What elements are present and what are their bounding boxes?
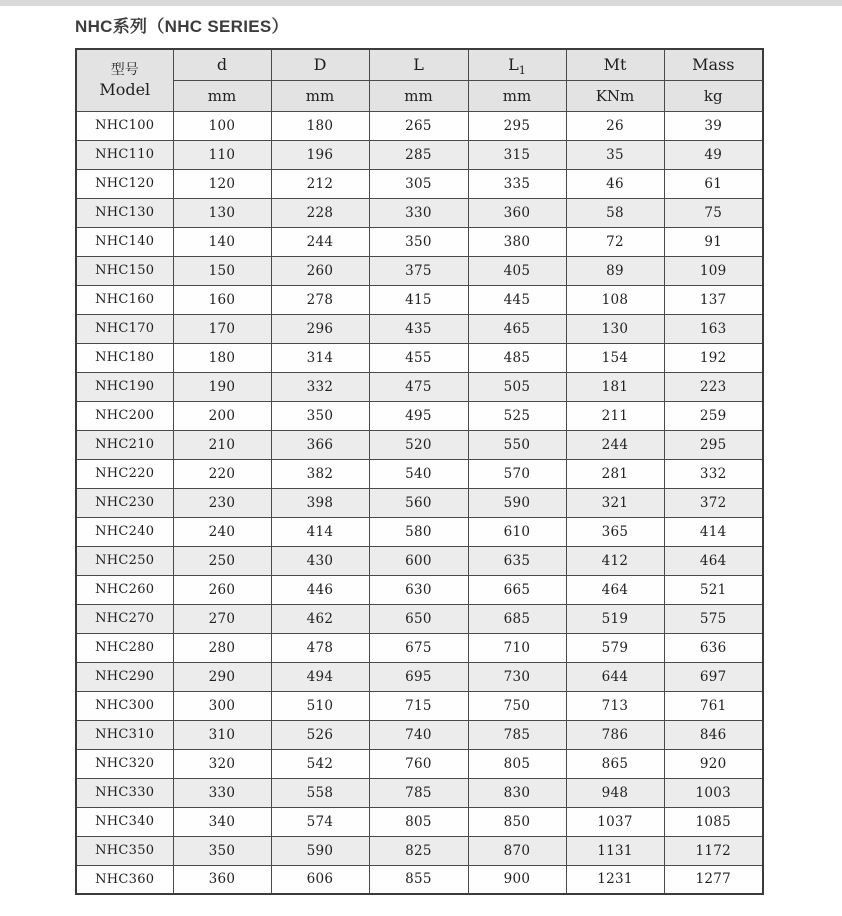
cell-d: 210 — [173, 430, 271, 459]
table-row — [76, 198, 763, 227]
cell-model: NHC120 — [76, 169, 173, 198]
cell-L: 540 — [369, 459, 468, 488]
cell-L: 495 — [369, 401, 468, 430]
cell-Mt: 865 — [566, 749, 664, 778]
cell-Mass: 920 — [664, 749, 763, 778]
cell-Mass: 109 — [664, 256, 763, 285]
cell-L1: 590 — [468, 488, 566, 517]
cell-Mt: 35 — [566, 140, 664, 169]
cell-d: 150 — [173, 256, 271, 285]
cell-L1: 685 — [468, 604, 566, 633]
cell-L: 855 — [369, 865, 468, 894]
cell-L1: 730 — [468, 662, 566, 691]
cell-Mass: 1085 — [664, 807, 763, 836]
header-col-Mass: Mass — [664, 49, 763, 80]
cell-model: NHC310 — [76, 720, 173, 749]
cell-d: 230 — [173, 488, 271, 517]
table-row — [76, 807, 763, 836]
table-row — [76, 256, 763, 285]
cell-Mass: 295 — [664, 430, 763, 459]
table-row — [76, 285, 763, 314]
cell-model: NHC350 — [76, 836, 173, 865]
table-row — [76, 401, 763, 430]
cell-d: 160 — [173, 285, 271, 314]
cell-d: 280 — [173, 633, 271, 662]
cell-L: 455 — [369, 343, 468, 372]
header-unit-L1: mm — [468, 80, 566, 111]
table-row — [76, 836, 763, 865]
cell-d: 360 — [173, 865, 271, 894]
cell-L: 305 — [369, 169, 468, 198]
cell-d: 270 — [173, 604, 271, 633]
cell-D: 332 — [271, 372, 369, 401]
cell-d: 350 — [173, 836, 271, 865]
table-row — [76, 749, 763, 778]
table-row — [76, 662, 763, 691]
cell-Mass: 61 — [664, 169, 763, 198]
cell-Mass: 49 — [664, 140, 763, 169]
cell-Mt: 579 — [566, 633, 664, 662]
cell-Mass: 575 — [664, 604, 763, 633]
cell-d: 240 — [173, 517, 271, 546]
cell-Mass: 259 — [664, 401, 763, 430]
cell-d: 320 — [173, 749, 271, 778]
cell-L1: 665 — [468, 575, 566, 604]
cell-d: 100 — [173, 111, 271, 140]
cell-Mass: 91 — [664, 227, 763, 256]
cell-L1: 750 — [468, 691, 566, 720]
cell-Mass: 137 — [664, 285, 763, 314]
cell-Mt: 154 — [566, 343, 664, 372]
table-row — [76, 343, 763, 372]
cell-D: 430 — [271, 546, 369, 575]
cell-Mass: 636 — [664, 633, 763, 662]
cell-D: 446 — [271, 575, 369, 604]
cell-Mass: 39 — [664, 111, 763, 140]
table-row — [76, 140, 763, 169]
cell-Mass: 1277 — [664, 865, 763, 894]
header-model-en: Model — [99, 79, 151, 99]
cell-L1: 315 — [468, 140, 566, 169]
cell-L: 785 — [369, 778, 468, 807]
cell-Mt: 644 — [566, 662, 664, 691]
cell-D: 278 — [271, 285, 369, 314]
cell-d: 340 — [173, 807, 271, 836]
cell-L: 695 — [369, 662, 468, 691]
cell-L: 350 — [369, 227, 468, 256]
header-col-L1: $L_1$ — [468, 49, 566, 80]
cell-Mass: 372 — [664, 488, 763, 517]
cell-Mt: 58 — [566, 198, 664, 227]
cell-Mt: 130 — [566, 314, 664, 343]
cell-Mt: 211 — [566, 401, 664, 430]
cell-Mt: 1231 — [566, 865, 664, 894]
cell-model: NHC220 — [76, 459, 173, 488]
cell-model: NHC330 — [76, 778, 173, 807]
cell-D: 558 — [271, 778, 369, 807]
cell-Mass: 75 — [664, 198, 763, 227]
cell-L: 265 — [369, 111, 468, 140]
cell-D: 494 — [271, 662, 369, 691]
cell-L1: 710 — [468, 633, 566, 662]
table-row — [76, 604, 763, 633]
cell-L1: 805 — [468, 749, 566, 778]
cell-Mt: 948 — [566, 778, 664, 807]
cell-Mt: 1037 — [566, 807, 664, 836]
cell-L1: 870 — [468, 836, 566, 865]
cell-L1: 900 — [468, 865, 566, 894]
cell-model: NHC300 — [76, 691, 173, 720]
table-header — [76, 49, 763, 111]
header-unit-d: mm — [173, 80, 271, 111]
table-row — [76, 227, 763, 256]
cell-Mass: 464 — [664, 546, 763, 575]
cell-model: NHC200 — [76, 401, 173, 430]
cell-d: 110 — [173, 140, 271, 169]
cell-D: 382 — [271, 459, 369, 488]
cell-D: 366 — [271, 430, 369, 459]
cell-L1: 465 — [468, 314, 566, 343]
cell-L: 415 — [369, 285, 468, 314]
cell-Mass: 223 — [664, 372, 763, 401]
cell-model: NHC250 — [76, 546, 173, 575]
cell-L1: 570 — [468, 459, 566, 488]
cell-D: 462 — [271, 604, 369, 633]
cell-Mt: 72 — [566, 227, 664, 256]
cell-L: 520 — [369, 430, 468, 459]
cell-d: 190 — [173, 372, 271, 401]
header-col-Mt: Mt — [566, 49, 664, 80]
cell-Mt: 464 — [566, 575, 664, 604]
cell-Mass: 332 — [664, 459, 763, 488]
cell-Mass: 761 — [664, 691, 763, 720]
cell-d: 310 — [173, 720, 271, 749]
cell-model: NHC100 — [76, 111, 173, 140]
cell-model: NHC230 — [76, 488, 173, 517]
table-row — [76, 372, 763, 401]
cell-d: 120 — [173, 169, 271, 198]
cell-model: NHC180 — [76, 343, 173, 372]
cell-L1: 785 — [468, 720, 566, 749]
cell-D: 542 — [271, 749, 369, 778]
cell-D: 478 — [271, 633, 369, 662]
table-row — [76, 517, 763, 546]
cell-D: 590 — [271, 836, 369, 865]
nhc-series-table — [75, 48, 764, 895]
cell-Mt: 89 — [566, 256, 664, 285]
cell-Mt: 26 — [566, 111, 664, 140]
cell-D: 212 — [271, 169, 369, 198]
cell-Mt: 46 — [566, 169, 664, 198]
cell-Mt: 786 — [566, 720, 664, 749]
cell-L1: 550 — [468, 430, 566, 459]
cell-L: 475 — [369, 372, 468, 401]
header-col-D: D — [271, 49, 369, 80]
cell-D: 296 — [271, 314, 369, 343]
cell-model: NHC340 — [76, 807, 173, 836]
cell-d: 290 — [173, 662, 271, 691]
table-row — [76, 778, 763, 807]
cell-L1: 405 — [468, 256, 566, 285]
cell-Mt: 519 — [566, 604, 664, 633]
cell-D: 228 — [271, 198, 369, 227]
cell-d: 200 — [173, 401, 271, 430]
cell-D: 350 — [271, 401, 369, 430]
header-unit-Mt: KNm — [566, 80, 664, 111]
table-row — [76, 575, 763, 604]
cell-L1: 850 — [468, 807, 566, 836]
cell-D: 398 — [271, 488, 369, 517]
cell-D: 180 — [271, 111, 369, 140]
cell-model: NHC240 — [76, 517, 173, 546]
cell-L1: 505 — [468, 372, 566, 401]
header-unit-D: mm — [271, 80, 369, 111]
table-row — [76, 691, 763, 720]
cell-Mass: 846 — [664, 720, 763, 749]
cell-d: 130 — [173, 198, 271, 227]
cell-d: 180 — [173, 343, 271, 372]
cell-L: 285 — [369, 140, 468, 169]
cell-D: 526 — [271, 720, 369, 749]
cell-Mt: 365 — [566, 517, 664, 546]
cell-L: 740 — [369, 720, 468, 749]
cell-L: 825 — [369, 836, 468, 865]
cell-Mass: 1003 — [664, 778, 763, 807]
cell-L1: 335 — [468, 169, 566, 198]
cell-Mt: 321 — [566, 488, 664, 517]
cell-D: 606 — [271, 865, 369, 894]
cell-Mt: 108 — [566, 285, 664, 314]
cell-L: 560 — [369, 488, 468, 517]
table-row — [76, 720, 763, 749]
cell-L: 805 — [369, 807, 468, 836]
table-row — [76, 169, 763, 198]
cell-L1: 610 — [468, 517, 566, 546]
cell-Mass: 1172 — [664, 836, 763, 865]
top-strip — [0, 0, 842, 6]
cell-D: 314 — [271, 343, 369, 372]
cell-Mass: 163 — [664, 314, 763, 343]
cell-Mt: 1131 — [566, 836, 664, 865]
cell-Mt: 281 — [566, 459, 664, 488]
cell-Mass: 697 — [664, 662, 763, 691]
cell-model: NHC270 — [76, 604, 173, 633]
cell-L: 675 — [369, 633, 468, 662]
cell-L: 630 — [369, 575, 468, 604]
cell-d: 250 — [173, 546, 271, 575]
table-row — [76, 546, 763, 575]
cell-model: NHC290 — [76, 662, 173, 691]
cell-D: 244 — [271, 227, 369, 256]
cell-model: NHC150 — [76, 256, 173, 285]
cell-D: 510 — [271, 691, 369, 720]
table-row — [76, 314, 763, 343]
cell-model: NHC110 — [76, 140, 173, 169]
cell-model: NHC130 — [76, 198, 173, 227]
cell-model: NHC260 — [76, 575, 173, 604]
cell-Mass: 192 — [664, 343, 763, 372]
cell-L: 580 — [369, 517, 468, 546]
header-unit-row — [76, 80, 763, 111]
cell-d: 300 — [173, 691, 271, 720]
table-row — [76, 633, 763, 662]
cell-model: NHC160 — [76, 285, 173, 314]
page-title: NHC系列（NHC SERIES） — [75, 17, 289, 36]
cell-L: 760 — [369, 749, 468, 778]
cell-D: 196 — [271, 140, 369, 169]
cell-L1: 445 — [468, 285, 566, 314]
cell-Mt: 244 — [566, 430, 664, 459]
cell-Mt: 412 — [566, 546, 664, 575]
cell-Mass: 521 — [664, 575, 763, 604]
header-col-d: d — [173, 49, 271, 80]
cell-L1: 380 — [468, 227, 566, 256]
cell-L: 600 — [369, 546, 468, 575]
cell-L1: 525 — [468, 401, 566, 430]
header-unit-Mass: kg — [664, 80, 763, 111]
cell-d: 220 — [173, 459, 271, 488]
header-label-row — [76, 49, 763, 80]
cell-Mt: 713 — [566, 691, 664, 720]
table-body — [76, 111, 763, 894]
table-row — [76, 488, 763, 517]
cell-Mass: 414 — [664, 517, 763, 546]
cell-L1: 485 — [468, 343, 566, 372]
header-unit-L: mm — [369, 80, 468, 111]
cell-L: 330 — [369, 198, 468, 227]
cell-L1: 295 — [468, 111, 566, 140]
cell-L: 435 — [369, 314, 468, 343]
table-row — [76, 865, 763, 894]
cell-L1: 830 — [468, 778, 566, 807]
cell-L1: 635 — [468, 546, 566, 575]
cell-model: NHC360 — [76, 865, 173, 894]
cell-L: 375 — [369, 256, 468, 285]
header-model — [76, 49, 173, 111]
table-row — [76, 430, 763, 459]
cell-D: 574 — [271, 807, 369, 836]
table-row — [76, 459, 763, 488]
cell-model: NHC140 — [76, 227, 173, 256]
cell-d: 170 — [173, 314, 271, 343]
header-col-L: L — [369, 49, 468, 80]
cell-model: NHC210 — [76, 430, 173, 459]
cell-model: NHC170 — [76, 314, 173, 343]
table-row — [76, 111, 763, 140]
cell-Mt: 181 — [566, 372, 664, 401]
cell-model: NHC320 — [76, 749, 173, 778]
cell-L: 715 — [369, 691, 468, 720]
cell-d: 140 — [173, 227, 271, 256]
cell-d: 330 — [173, 778, 271, 807]
cell-model: NHC280 — [76, 633, 173, 662]
header-model-zh: 型号 — [110, 61, 139, 77]
cell-L1: 360 — [468, 198, 566, 227]
cell-D: 260 — [271, 256, 369, 285]
cell-model: NHC190 — [76, 372, 173, 401]
cell-d: 260 — [173, 575, 271, 604]
cell-L: 650 — [369, 604, 468, 633]
cell-D: 414 — [271, 517, 369, 546]
